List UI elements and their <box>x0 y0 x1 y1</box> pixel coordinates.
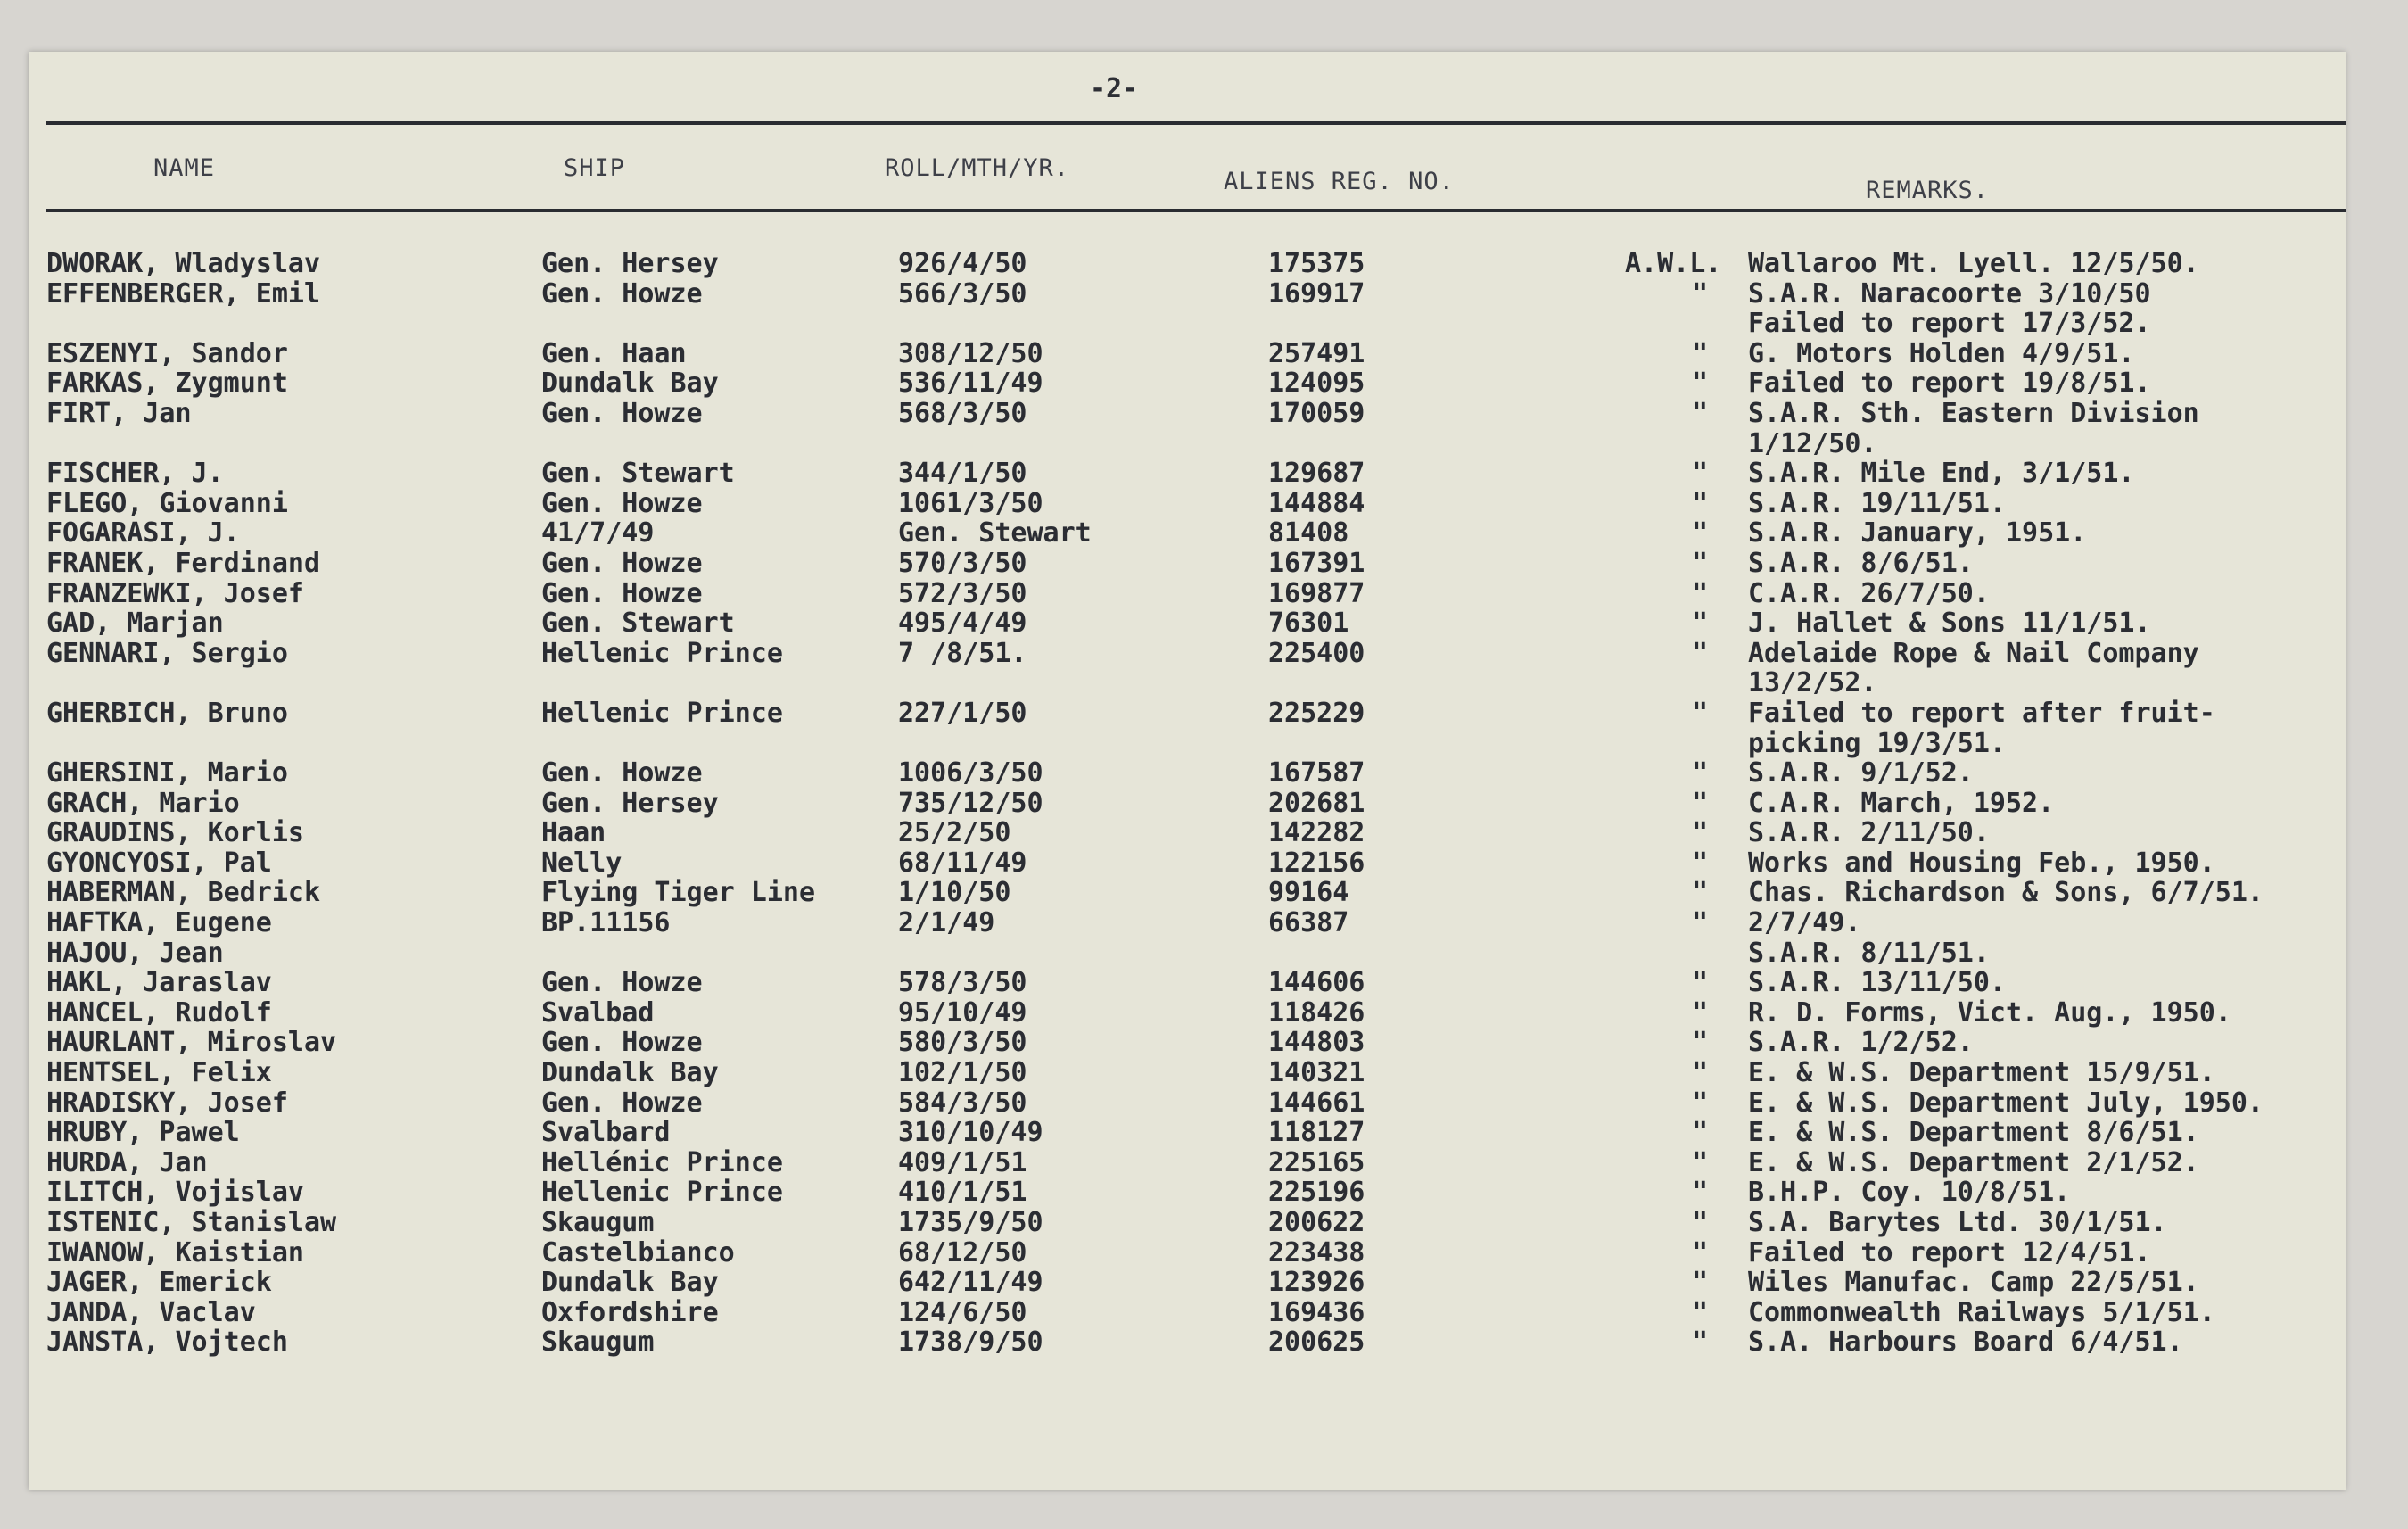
table-row <box>29 1327 2346 1357</box>
cell-remark: S.A.R. Naracoorte 3/10/50 <box>1748 277 2151 310</box>
table-row <box>29 1237 2346 1268</box>
page-number: -2- <box>1090 73 1139 104</box>
cell-reg: 144884 <box>1268 487 1365 519</box>
cell-ship: BP.11156 <box>541 907 671 939</box>
awl-marker: A.W.L. <box>1625 248 1722 279</box>
cell-ship: Gen. Stewart <box>541 607 735 640</box>
cell-ship: Flying Tiger Line <box>541 877 816 909</box>
cell-reg: 76301 <box>1268 607 1349 640</box>
cell-name: HANCEL, Rudolf <box>46 996 272 1029</box>
cell-remark: S.A.R. 13/11/50. <box>1748 967 2006 999</box>
cell-roll: 1006/3/50 <box>898 757 1043 789</box>
table-row <box>29 1117 2346 1147</box>
table-row <box>29 817 2346 847</box>
cell-ship: Gen. Howze <box>541 397 703 429</box>
cell-reg: 81408 <box>1268 517 1349 550</box>
table-row <box>29 907 2346 938</box>
table-row <box>29 877 2346 907</box>
cell-roll: 926/4/50 <box>898 248 1027 279</box>
cell-remark: S.A.R. 19/11/51. <box>1748 487 2006 519</box>
cell-roll: 95/10/49 <box>898 996 1027 1029</box>
cell-roll: 68/12/50 <box>898 1236 1027 1269</box>
ditto-mark: " <box>1692 967 1709 999</box>
cell-roll: 102/1/50 <box>898 1057 1027 1089</box>
cell-name: HRADISKY, Josef <box>46 1087 288 1119</box>
cell-roll: 536/11/49 <box>898 368 1043 400</box>
cell-name: GAD, Marjan <box>46 607 224 640</box>
table-row <box>29 338 2346 368</box>
cell-remark: B.H.P. Coy. 10/8/51. <box>1748 1177 2071 1209</box>
cell-ship: Svalbad <box>541 996 655 1029</box>
cell-remark: Failed to report 12/4/51. <box>1748 1236 2151 1269</box>
cell-reg: 122156 <box>1268 847 1365 879</box>
cell-remark: Adelaide Rope & Nail Company <box>1748 637 2199 669</box>
table-row <box>29 1297 2346 1327</box>
ditto-mark: " <box>1692 637 1709 669</box>
cell-name: GYONCYOSI, Pal <box>46 847 272 879</box>
cell-remark: E. & W.S. Department 8/6/51. <box>1748 1117 2199 1149</box>
cell-ship: Gen. Hersey <box>541 248 719 279</box>
table-row <box>29 967 2346 997</box>
table-row <box>29 1267 2346 1297</box>
cell-roll: 2/1/49 <box>898 907 995 939</box>
cell-ship: Gen. Howze <box>541 277 703 310</box>
header-ship: SHIP <box>564 154 626 182</box>
cell-reg: 200625 <box>1268 1327 1365 1359</box>
cell-ship: Dundalk Bay <box>541 368 719 400</box>
cell-name: IWANOW, Kaistian <box>46 1236 304 1269</box>
cell-name: GRACH, Mario <box>46 787 240 819</box>
cell-roll: 568/3/50 <box>898 397 1027 429</box>
ditto-mark: " <box>1692 337 1709 369</box>
cell-roll: 68/11/49 <box>898 847 1027 879</box>
cell-remark: C.A.R. 26/7/50. <box>1748 577 1990 609</box>
ditto-mark: " <box>1692 907 1709 939</box>
cell-roll: Gen. Stewart <box>898 517 1092 550</box>
table-row <box>29 728 2346 758</box>
cell-remark: Failed to report 17/3/52. <box>1748 308 2151 340</box>
cell-ship: Dundalk Bay <box>541 1267 719 1299</box>
cell-reg: 144606 <box>1268 967 1365 999</box>
cell-name: ESZENYI, Sandor <box>46 337 288 369</box>
ditto-mark: " <box>1692 577 1709 609</box>
cell-remark: J. Hallet & Sons 11/1/51. <box>1748 607 2151 640</box>
register-table <box>29 248 2346 1357</box>
ditto-mark: " <box>1692 877 1709 909</box>
cell-ship: Haan <box>541 817 606 849</box>
table-row <box>29 488 2346 518</box>
table-row <box>29 667 2346 698</box>
cell-ship: Hellenic Prince <box>541 637 783 669</box>
cell-remark: S.A. Harbours Board 6/4/51. <box>1748 1327 2183 1359</box>
cell-name: HAKL, Jaraslav <box>46 967 272 999</box>
cell-remark: C.A.R. March, 1952. <box>1748 787 2055 819</box>
cell-reg: 142282 <box>1268 817 1365 849</box>
table-row <box>29 757 2346 788</box>
cell-reg: 225165 <box>1268 1146 1365 1178</box>
table-row <box>29 398 2346 428</box>
cell-remark: S.A.R. Mile End, 3/1/51. <box>1748 458 2135 490</box>
cell-name: EFFENBERGER, Emil <box>46 277 321 310</box>
cell-name: FISCHER, J. <box>46 458 224 490</box>
header-rule <box>46 209 2346 212</box>
cell-name: HENTSEL, Felix <box>46 1057 272 1089</box>
table-row <box>29 607 2346 638</box>
cell-remark: R. D. Forms, Vict. Aug., 1950. <box>1748 996 2231 1029</box>
cell-remark: E. & W.S. Department 15/9/51. <box>1748 1057 2215 1089</box>
ditto-mark: " <box>1692 368 1709 400</box>
cell-name: HAFTKA, Eugene <box>46 907 272 939</box>
ditto-mark: " <box>1692 547 1709 579</box>
table-row <box>29 1087 2346 1118</box>
table-row <box>29 548 2346 578</box>
cell-remark: 1/12/50. <box>1748 427 1877 459</box>
cell-ship: Gen. Howze <box>541 577 703 609</box>
cell-roll: 580/3/50 <box>898 1027 1027 1059</box>
cell-reg: 202681 <box>1268 787 1365 819</box>
table-row <box>29 368 2346 398</box>
cell-ship: Castelbianco <box>541 1236 735 1269</box>
cell-name: GHERSINI, Mario <box>46 757 288 789</box>
cell-remark: Failed to report after fruit- <box>1748 697 2215 729</box>
cell-roll: 344/1/50 <box>898 458 1027 490</box>
ditto-mark: " <box>1692 1027 1709 1059</box>
cell-roll: 227/1/50 <box>898 697 1027 729</box>
cell-remark: Failed to report 19/8/51. <box>1748 368 2151 400</box>
cell-ship: Hellenic Prince <box>541 697 783 729</box>
cell-name: HAJOU, Jean <box>46 937 224 969</box>
ditto-mark: " <box>1692 517 1709 550</box>
cell-reg: 169917 <box>1268 277 1365 310</box>
table-row <box>29 847 2346 878</box>
cell-remark: E. & W.S. Department 2/1/52. <box>1748 1146 2199 1178</box>
cell-reg: 140321 <box>1268 1057 1365 1089</box>
cell-reg: 167391 <box>1268 547 1365 579</box>
table-row <box>29 997 2346 1028</box>
cell-name: FOGARASI, J. <box>46 517 240 550</box>
table-row <box>29 1057 2346 1087</box>
table-row <box>29 1027 2346 1057</box>
cell-name: HABERMAN, Bedrick <box>46 877 321 909</box>
cell-ship: Gen. Howze <box>541 757 703 789</box>
table-row <box>29 517 2346 548</box>
header-roll: ROLL/MTH/YR. <box>885 154 1070 182</box>
cell-roll: 495/4/49 <box>898 607 1027 640</box>
cell-name: FLEGO, Giovanni <box>46 487 288 519</box>
cell-ship: Gen. Howze <box>541 487 703 519</box>
ditto-mark: " <box>1692 607 1709 640</box>
cell-remark: S.A.R. 9/1/52. <box>1748 757 1974 789</box>
cell-roll: 572/3/50 <box>898 577 1027 609</box>
cell-reg: 123926 <box>1268 1267 1365 1299</box>
table-row <box>29 788 2346 818</box>
cell-roll: 7 /8/51. <box>898 637 1027 669</box>
ditto-mark: " <box>1692 1057 1709 1089</box>
cell-name: FARKAS, Zygmunt <box>46 368 288 400</box>
table-row <box>29 938 2346 968</box>
cell-remark: Works and Housing Feb., 1950. <box>1748 847 2215 879</box>
cell-remark: 2/7/49. <box>1748 907 1861 939</box>
cell-reg: 175375 <box>1268 248 1365 279</box>
cell-reg: 144661 <box>1268 1087 1365 1119</box>
top-rule <box>46 121 2346 125</box>
cell-roll: 409/1/51 <box>898 1146 1027 1178</box>
cell-remark: S.A.R. 2/11/50. <box>1748 817 1990 849</box>
cell-roll: 310/10/49 <box>898 1117 1043 1149</box>
ditto-mark: " <box>1692 458 1709 490</box>
cell-reg: 99164 <box>1268 877 1349 909</box>
cell-reg: 144803 <box>1268 1027 1365 1059</box>
cell-roll: 584/3/50 <box>898 1087 1027 1119</box>
cell-roll: 25/2/50 <box>898 817 1011 849</box>
table-row <box>29 1147 2346 1178</box>
cell-remark: Chas. Richardson & Sons, 6/7/51. <box>1748 877 2264 909</box>
cell-name: GENNARI, Sergio <box>46 637 288 669</box>
table-row <box>29 1177 2346 1207</box>
cell-reg: 225400 <box>1268 637 1365 669</box>
document-page <box>29 52 2346 1490</box>
cell-remark: S.A.R. Sth. Eastern Division <box>1748 397 2199 429</box>
cell-name: ISTENIC, Stanislaw <box>46 1207 337 1238</box>
cell-remark: S.A.R. January, 1951. <box>1748 517 2087 550</box>
cell-remark: S.A. Barytes Ltd. 30/1/51. <box>1748 1207 2167 1238</box>
cell-ship: Oxfordshire <box>541 1296 719 1328</box>
cell-ship: Gen. Howze <box>541 1087 703 1119</box>
cell-roll: 1735/9/50 <box>898 1207 1043 1238</box>
cell-name: FIRT, Jan <box>46 397 192 429</box>
table-row <box>29 698 2346 728</box>
cell-name: JANDA, Vaclav <box>46 1296 256 1328</box>
cell-name: HRUBY, Pawel <box>46 1117 240 1149</box>
ditto-mark: " <box>1692 1327 1709 1359</box>
ditto-mark: " <box>1692 277 1709 310</box>
cell-remark: Wallaroo Mt. Lyell. 12/5/50. <box>1748 248 2199 279</box>
ditto-mark: " <box>1692 787 1709 819</box>
table-row <box>29 428 2346 459</box>
cell-reg: 200622 <box>1268 1207 1365 1238</box>
cell-name: FRANZEWKI, Josef <box>46 577 304 609</box>
cell-name: JANSTA, Vojtech <box>46 1327 288 1359</box>
cell-roll: 410/1/51 <box>898 1177 1027 1209</box>
ditto-mark: " <box>1692 996 1709 1029</box>
cell-reg: 169436 <box>1268 1296 1365 1328</box>
cell-ship: Svalbard <box>541 1117 671 1149</box>
cell-name: DWORAK, Wladyslav <box>46 248 321 279</box>
cell-remark: picking 19/3/51. <box>1748 727 2006 759</box>
cell-ship: Dundalk Bay <box>541 1057 719 1089</box>
cell-remark: G. Motors Holden 4/9/51. <box>1748 337 2135 369</box>
ditto-mark: " <box>1692 397 1709 429</box>
cell-name: GHERBICH, Bruno <box>46 697 288 729</box>
cell-roll: 578/3/50 <box>898 967 1027 999</box>
table-row <box>29 1207 2346 1237</box>
table-row <box>29 308 2346 338</box>
cell-roll: 566/3/50 <box>898 277 1027 310</box>
cell-remark: Wiles Manufac. Camp 22/5/51. <box>1748 1267 2199 1299</box>
cell-name: HURDA, Jan <box>46 1146 208 1178</box>
cell-remark: E. & W.S. Department July, 1950. <box>1748 1087 2264 1119</box>
ditto-mark: " <box>1692 1146 1709 1178</box>
cell-reg: 118426 <box>1268 996 1365 1029</box>
ditto-mark: " <box>1692 817 1709 849</box>
cell-reg: 225229 <box>1268 697 1365 729</box>
table-row <box>29 278 2346 309</box>
ditto-mark: " <box>1692 1296 1709 1328</box>
cell-ship: Gen. Howze <box>541 1027 703 1059</box>
cell-reg: 225196 <box>1268 1177 1365 1209</box>
ditto-mark: " <box>1692 1236 1709 1269</box>
cell-reg: 257491 <box>1268 337 1365 369</box>
cell-remark: 13/2/52. <box>1748 667 1877 699</box>
ditto-mark: " <box>1692 697 1709 729</box>
cell-remark: Commonwealth Railways 5/1/51. <box>1748 1296 2215 1328</box>
cell-ship: 41/7/49 <box>541 517 655 550</box>
cell-remark: S.A.R. 8/11/51. <box>1748 937 1990 969</box>
cell-reg: 129687 <box>1268 458 1365 490</box>
cell-ship: Skaugum <box>541 1207 655 1238</box>
cell-ship: Gen. Hersey <box>541 787 719 819</box>
cell-remark: S.A.R. 1/2/52. <box>1748 1027 1974 1059</box>
cell-name: FRANEK, Ferdinand <box>46 547 321 579</box>
ditto-mark: " <box>1692 1177 1709 1209</box>
cell-ship: Gen. Haan <box>541 337 687 369</box>
cell-remark: S.A.R. 8/6/51. <box>1748 547 1974 579</box>
cell-roll: 642/11/49 <box>898 1267 1043 1299</box>
header-name: NAME <box>153 154 216 182</box>
table-row <box>29 248 2346 278</box>
cell-reg: 170059 <box>1268 397 1365 429</box>
cell-name: GRAUDINS, Korlis <box>46 817 304 849</box>
ditto-mark: " <box>1692 757 1709 789</box>
cell-reg: 167587 <box>1268 757 1365 789</box>
cell-ship: Gen. Howze <box>541 547 703 579</box>
header-remarks: REMARKS. <box>1866 177 1990 204</box>
ditto-mark: " <box>1692 1117 1709 1149</box>
cell-name: ILITCH, Vojislav <box>46 1177 304 1209</box>
ditto-mark: " <box>1692 487 1709 519</box>
cell-roll: 124/6/50 <box>898 1296 1027 1328</box>
cell-ship: Hellenic Prince <box>541 1177 783 1209</box>
cell-roll: 1/10/50 <box>898 877 1011 909</box>
cell-reg: 66387 <box>1268 907 1349 939</box>
header-reg: ALIENS REG. NO. <box>1224 168 1455 195</box>
ditto-mark: " <box>1692 1207 1709 1238</box>
cell-ship: Gen. Howze <box>541 967 703 999</box>
ditto-mark: " <box>1692 1087 1709 1119</box>
table-row <box>29 458 2346 488</box>
cell-ship: Gen. Stewart <box>541 458 735 490</box>
cell-name: JAGER, Emerick <box>46 1267 272 1299</box>
cell-reg: 169877 <box>1268 577 1365 609</box>
cell-roll: 308/12/50 <box>898 337 1043 369</box>
cell-name: HAURLANT, Miroslav <box>46 1027 337 1059</box>
cell-reg: 118127 <box>1268 1117 1365 1149</box>
ditto-mark: " <box>1692 847 1709 879</box>
cell-roll: 1738/9/50 <box>898 1327 1043 1359</box>
cell-ship: Nelly <box>541 847 623 879</box>
cell-reg: 223438 <box>1268 1236 1365 1269</box>
cell-ship: Hellénic Prince <box>541 1146 783 1178</box>
cell-roll: 570/3/50 <box>898 547 1027 579</box>
cell-ship: Skaugum <box>541 1327 655 1359</box>
table-row <box>29 578 2346 608</box>
cell-roll: 735/12/50 <box>898 787 1043 819</box>
cell-reg: 124095 <box>1268 368 1365 400</box>
table-row <box>29 638 2346 668</box>
cell-roll: 1061/3/50 <box>898 487 1043 519</box>
ditto-mark: " <box>1692 1267 1709 1299</box>
